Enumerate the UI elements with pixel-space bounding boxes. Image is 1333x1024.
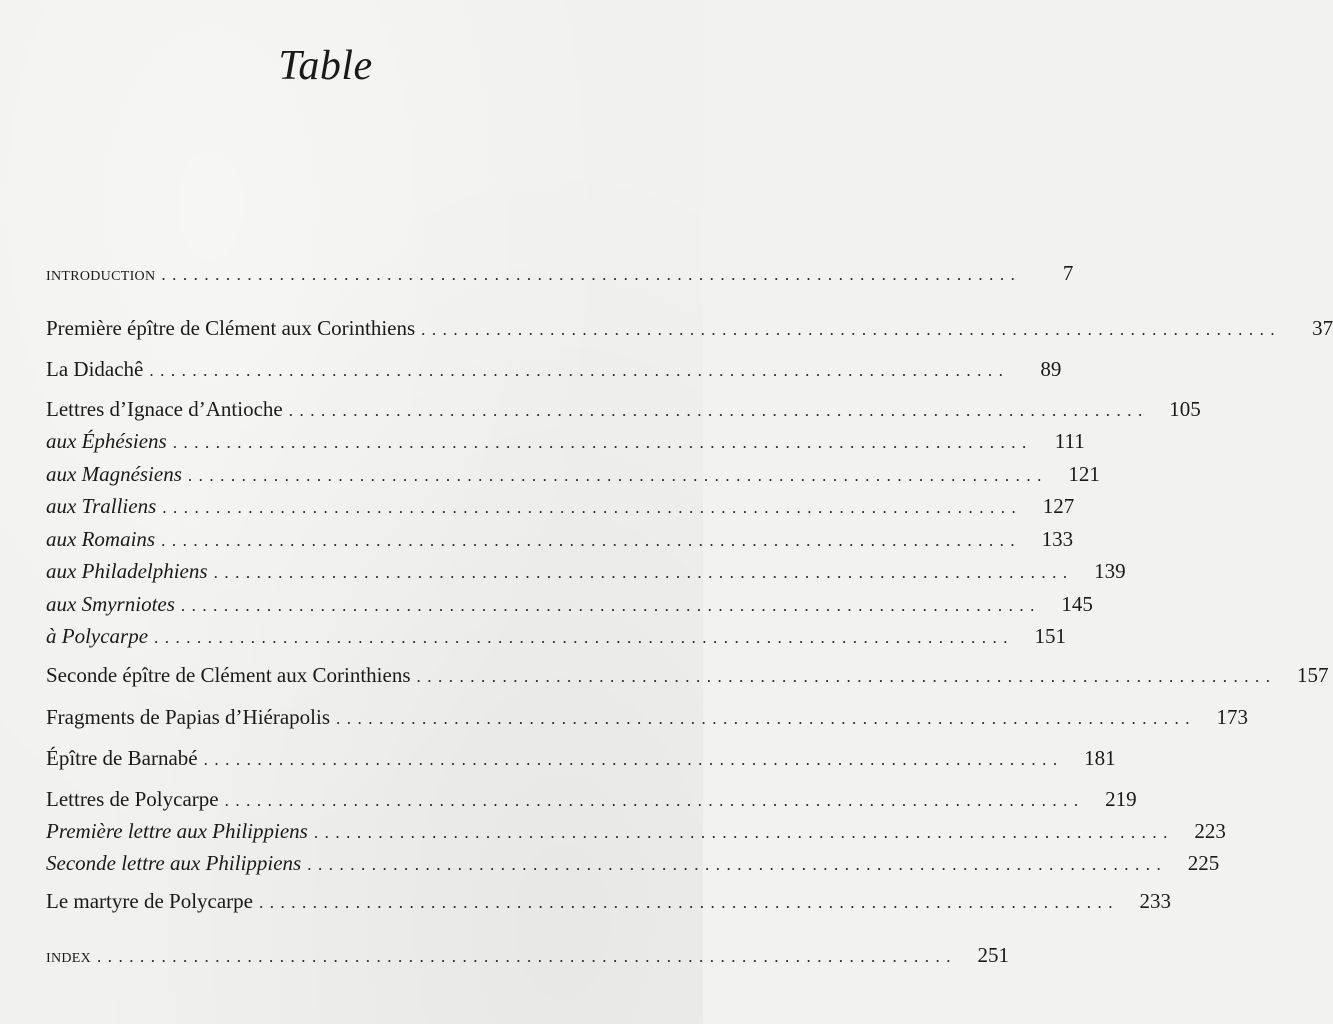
dot-leader: ................................................................................ [97,947,958,966]
toc-entry [46,459,1100,489]
toc-entry-page: 139 [1094,559,1126,583]
toc-entry-page: 223 [1194,819,1226,843]
dot-leader: ................................................................................ [203,750,1064,769]
dot-leader: ................................................................................ [161,265,1022,284]
toc-entry-title: Le martyre de Polycarpe [46,889,253,913]
toc-entry-title: à Polycarpe [46,624,149,648]
toc-entry [46,702,1249,732]
toc-entry-title: Première épître de Clément aux Corinthiens [46,316,416,340]
toc-entry-title: Seconde épître de Clément aux Corinthiens [46,663,411,687]
toc-entry-page: 133 [1041,527,1074,551]
toc-entry-title: Lettres d’Ignace d’Antioche [46,397,283,421]
toc-entry-page: 37 [1312,316,1333,340]
toc-entry [46,816,1226,846]
toc-entry-title: aux Magnésiens [46,462,182,486]
dot-leader: ................................................................................ [224,791,1085,810]
toc-entry-title: aux Tralliens [46,494,157,518]
toc-entry-title: INDEX [46,951,92,966]
dot-leader: ................................................................................ [154,628,1015,647]
toc-entry [46,784,1137,814]
toc-entry-page: 225 [1187,851,1220,875]
dot-leader: ................................................................................ [288,401,1149,420]
toc-entry-title: aux Éphésiens [46,429,167,453]
toc-entry-title: Première lettre aux Philippiens [46,819,308,843]
toc-entry-page: 145 [1061,592,1093,616]
toc-entry-title: La Didachê [46,357,144,381]
toc-entry [46,621,1067,651]
toc-entry [46,258,1074,288]
dot-leader: ................................................................................ [336,709,1197,728]
toc-entry-title: aux Smyrniotes [46,592,175,616]
toc-entry-page: 181 [1084,746,1116,770]
toc-entry-page: 89 [1040,357,1062,381]
toc-entry-page: 251 [977,943,1010,967]
toc-entry [46,556,1126,586]
toc-entry-page: 127 [1042,494,1075,518]
toc-entry [46,886,1171,916]
dot-leader: ................................................................................ [416,667,1277,686]
toc-entry-page: 105 [1169,397,1201,421]
dot-leader: ................................................................................ [162,498,1023,517]
toc-entry-title: Fragments de Papias d’Hiérapolis [46,705,331,729]
dot-leader: ................................................................................ [313,823,1174,842]
toc-entry-page: 151 [1034,624,1067,648]
dot-leader: ................................................................................ [172,433,1033,452]
toc-entry [46,589,1093,619]
toc-entry-page: 121 [1068,462,1100,486]
toc-entry-page: 219 [1105,787,1137,811]
dot-leader: ................................................................................ [259,893,1119,912]
toc-entry-title: INTRODUCTION [46,269,156,284]
dot-leader: ................................................................................ [180,596,1041,615]
toc-entry-title: aux Romains [46,527,156,551]
toc-entry-title: Épître de Barnabé [46,746,198,770]
toc-entry [46,940,1010,970]
toc-entry [46,848,1220,878]
dot-leader: ................................................................................ [149,361,1010,380]
dot-leader: ................................................................................ [307,855,1168,874]
dot-leader: ................................................................................ [187,466,1048,485]
toc-entry [46,660,1329,690]
dot-leader: ................................................................................ [213,563,1074,582]
dot-leader: ................................................................................ [421,320,1282,339]
toc-entry [46,354,1062,384]
toc-entry-page: 157 [1297,663,1329,687]
toc-entry [46,394,1201,424]
page-title: Table [278,43,373,89]
toc-entry-page: 233 [1139,889,1171,913]
toc-entry [46,524,1074,554]
toc-entry [46,313,1333,343]
toc-entry-title: aux Philadelphiens [46,559,208,583]
toc-entry-title: Seconde lettre aux Philippiens [46,851,302,875]
toc-entry-title: Lettres de Polycarpe [46,787,219,811]
toc-entry-page: 7 [1062,261,1074,285]
toc-entry [46,426,1085,456]
toc-entry-page: 111 [1054,429,1085,453]
toc-entry-page: 173 [1216,705,1249,729]
toc-entry [46,491,1075,521]
toc-entry [46,743,1116,773]
dot-leader: ................................................................................ [161,531,1022,550]
